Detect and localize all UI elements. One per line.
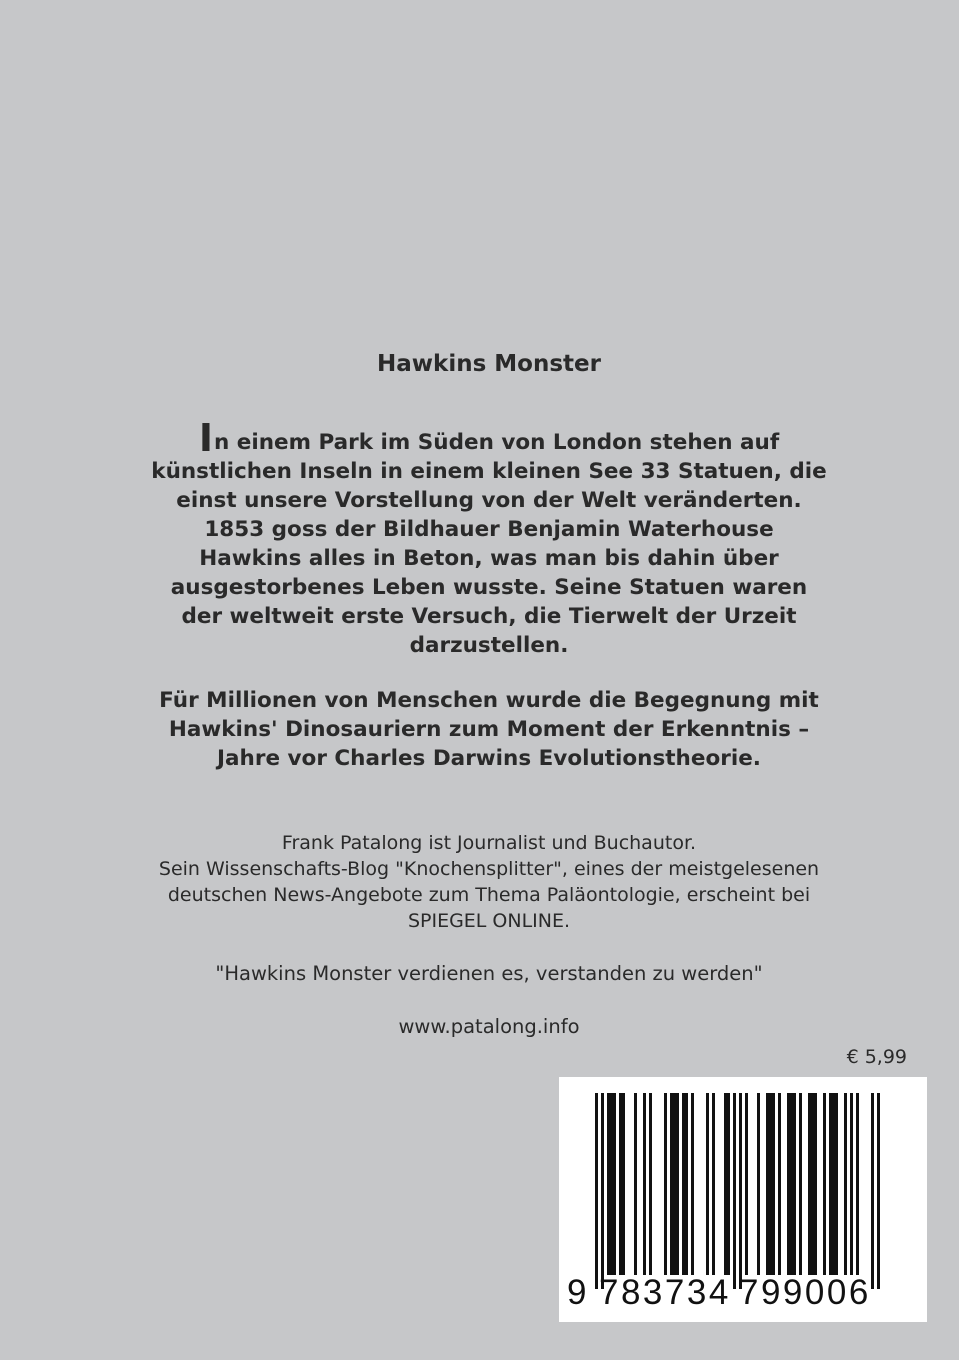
website-link: www.patalong.info [398, 1015, 580, 1038]
barcode-bar [607, 1093, 616, 1275]
barcode-bar [778, 1093, 781, 1275]
barcode [559, 1077, 927, 1322]
barcode-bar [664, 1093, 667, 1275]
isbn-left-group: 783734 [599, 1273, 731, 1312]
isbn-first-digit: 9 [567, 1273, 587, 1312]
barcode-bar [712, 1093, 715, 1275]
barcode-bar [691, 1093, 694, 1275]
barcode-bar [787, 1093, 796, 1275]
book-title: Hawkins Monster [377, 351, 601, 377]
barcode-bar [856, 1093, 859, 1275]
drop-cap: I [198, 416, 213, 460]
barcode-bar [757, 1093, 760, 1275]
blurb-paragraph-2: Für Millionen von Menschen wurde die Begegnung mit Hawkins' Dinosauriern zum Moment der Erkenntnis – Jahre vor Charles Darwins Evolutionstheorie. [159, 688, 819, 771]
barcode-bar [670, 1093, 679, 1275]
barcode-bar [595, 1093, 598, 1289]
barcode-bar [871, 1093, 874, 1289]
blurb-paragraph-1 [150, 416, 828, 660]
quote: "Hawkins Monster verdienen es, verstanden zu werden" [215, 962, 763, 985]
blurb [150, 416, 828, 773]
barcode-bar [619, 1093, 625, 1275]
barcode-bar [724, 1093, 730, 1275]
barcode-bar [733, 1093, 736, 1289]
barcode-bar [829, 1093, 838, 1275]
barcode-bar [706, 1093, 709, 1275]
barcode-bar [823, 1093, 826, 1275]
author-bio [150, 830, 828, 934]
barcode-bar [739, 1093, 742, 1289]
barcode-bar [643, 1093, 646, 1275]
barcode-bar [766, 1093, 775, 1275]
barcode-bar [799, 1093, 802, 1275]
barcode-bar [745, 1093, 748, 1275]
author-bio-line-2: Sein Wissenschafts-Blog "Knochensplitter", eines der meistgelesenen deutschen News-Angebote zum Thema Paläontologie, erscheint bei SPIEGEL ONLINE. [158, 858, 820, 932]
isbn-right-group: 799006 [739, 1273, 871, 1312]
barcode-bar [601, 1093, 604, 1289]
barcode-bar [808, 1093, 817, 1275]
barcode-bar [850, 1093, 853, 1275]
barcode-bar [682, 1093, 688, 1275]
blurb-paragraph-1-text: n einem Park im Süden von London stehen auf künstlichen Inseln in einem kleinen See 33 Statuen, die einst unsere Vorstellung von der Welt veränderten. 1853 goss der Bildhauer Benjamin Waterhouse Hawkins alles in Beton, was man bis dahin über ausgestorbenes Leben wusste. Seine Statuen waren der weltweit erste Versuch, die Tierwelt der Urzeit darzustellen. [151, 430, 827, 658]
author-bio-line-1: Frank Patalong ist Journalist und Buchautor. [281, 832, 697, 854]
price-label: € 5,99 [846, 1046, 907, 1068]
barcode-bar [634, 1093, 637, 1275]
barcode-bar [877, 1093, 880, 1289]
barcode-bar [649, 1093, 652, 1275]
barcode-bar [844, 1093, 847, 1275]
